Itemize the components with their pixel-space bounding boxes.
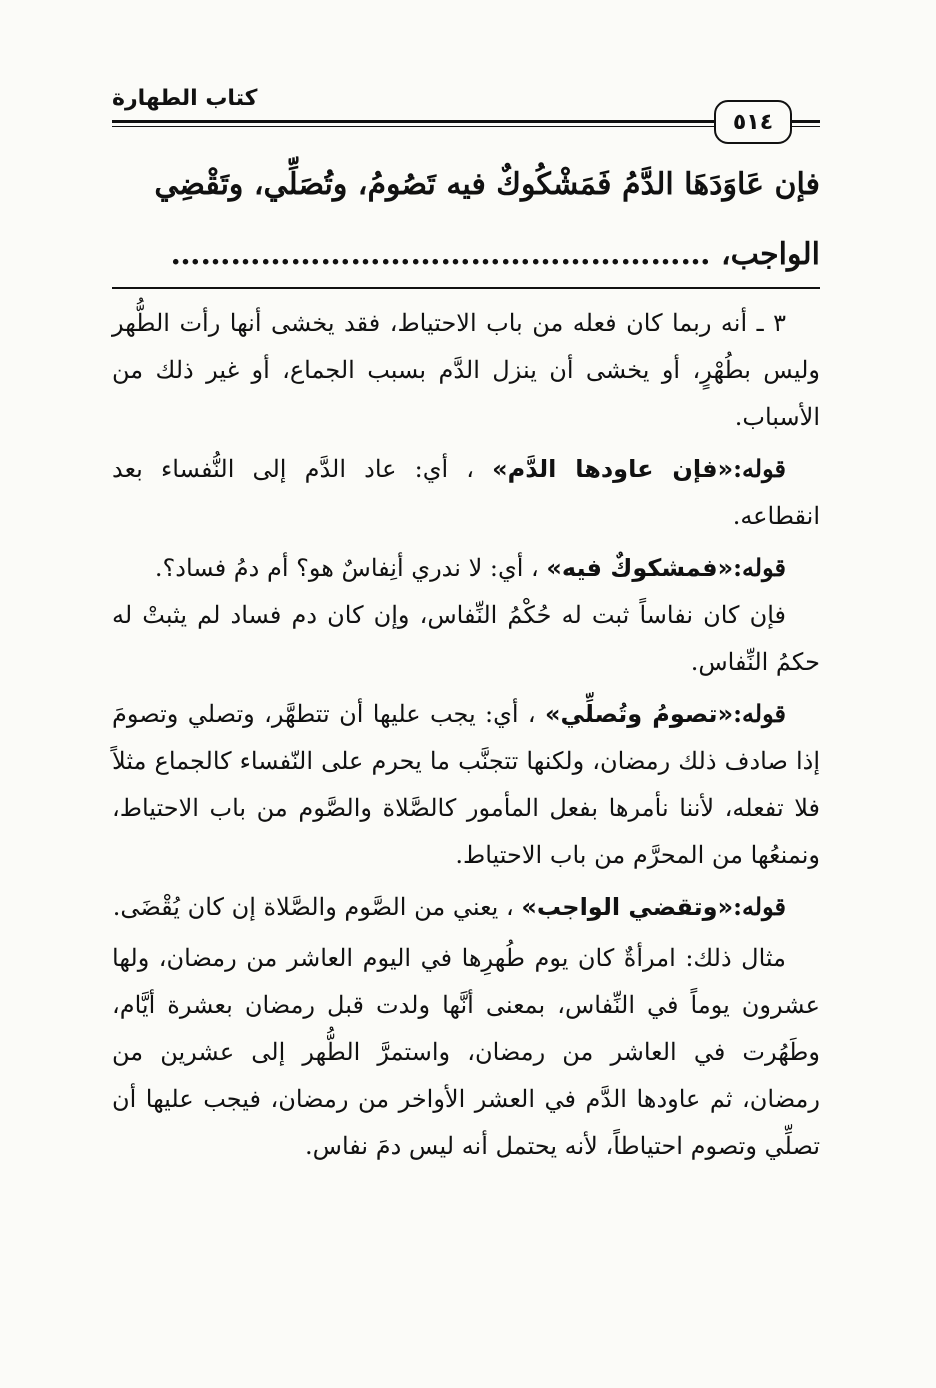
paragraph-2-text: ، أي: عاد الدَّم إلى النُّفساء بعد انقطاعه. <box>112 455 820 530</box>
qawluh-label: قوله: <box>733 553 786 582</box>
paragraph-3-text: ، أي: لا ندري أنِفاسٌ هو؟ أم دمُ فساد؟. <box>154 554 547 582</box>
paragraph-6-text: ، يعني من الصَّوم والصَّلاة إن كان يُقْضَى. <box>112 893 522 921</box>
paragraph-4: فإن كان نفاساً ثبت له حُكْمُ النِّفاس، وإن كان دم فساد لم يثبتْ له حكمُ النِّفاس. <box>112 601 820 676</box>
quoted-phrase: «فإن عاودها الدَّم» <box>492 455 734 483</box>
paragraph-5 <box>112 690 820 879</box>
matn-divider <box>112 287 820 289</box>
quoted-phrase: «وتقضي الواجب» <box>521 893 734 921</box>
matn-line-1: فإن عَاوَدَهَا الدَّمُ فَمَشْكُوكٌ فيه تَصُومُ، وتُصَلِّي، وتَقْضِي <box>154 167 820 202</box>
quoted-phrase: «تصومُ وتُصلِّي» <box>545 700 734 728</box>
header-rule <box>112 120 714 123</box>
paragraph-6 <box>112 883 820 931</box>
running-head: كتاب الطهارة <box>112 86 258 111</box>
paragraph-2 <box>112 445 820 540</box>
matn-text <box>112 150 820 290</box>
page-number: ٥١٤ <box>714 100 792 144</box>
paragraph-1: ٣ ـ أنه ربما كان فعله من باب الاحتياط، فقد يخشى أنها رأت الطُّهر وليس بطُهْرٍ، أو يخشى أن ينزل الدَّم بسبب الجماع، أو غير ذلك من الأسباب. <box>112 309 820 431</box>
qawluh-label: قوله: <box>733 699 786 728</box>
header-rule-right <box>792 120 820 123</box>
matn-dots: ……………………………………………… <box>170 237 711 272</box>
qawluh-label: قوله: <box>733 892 786 921</box>
matn-line-2-text: الواجب، <box>721 237 820 272</box>
paragraph-3 <box>112 544 820 592</box>
qawluh-label: قوله: <box>733 454 786 483</box>
matn-line-2 <box>112 220 820 290</box>
paragraph-5-text: ، أي: يجب عليها أن تتطهَّر، وتصلي وتصومَ إذا صادف ذلك رمضان، ولكنها تتجنَّب ما يحرم على النّفساء كالجماع مثلاً فلا تفعله، لأننا نأمرها بفعل المأمور كالصَّلاة والصَّوم من باب الاحتياط، ونمنعُها من المحرَّم من باب الاحتياط. <box>112 700 820 869</box>
commentary-text <box>112 300 820 1170</box>
quoted-phrase: «فمشكوكٌ فيه» <box>546 554 734 582</box>
paragraph-7: مثال ذلك: امرأةٌ كان يوم طُهرِها في اليوم العاشر من رمضان، ولها عشرون يوماً في النِّفاس، بمعنى أنَّها ولدت قبل رمضان بعشرة أيَّام، وطَهُرت في العاشر من رمضان، واستمرَّ الطُّهر إلى عشرين من رمضان، ثم عاودها الدَّم في العشر الأواخر من رمضان، فيجب عليها أن تصلِّي وتصوم احتياطاً، لأنه يحتمل أنه ليس دمَ نفاس. <box>112 944 820 1160</box>
